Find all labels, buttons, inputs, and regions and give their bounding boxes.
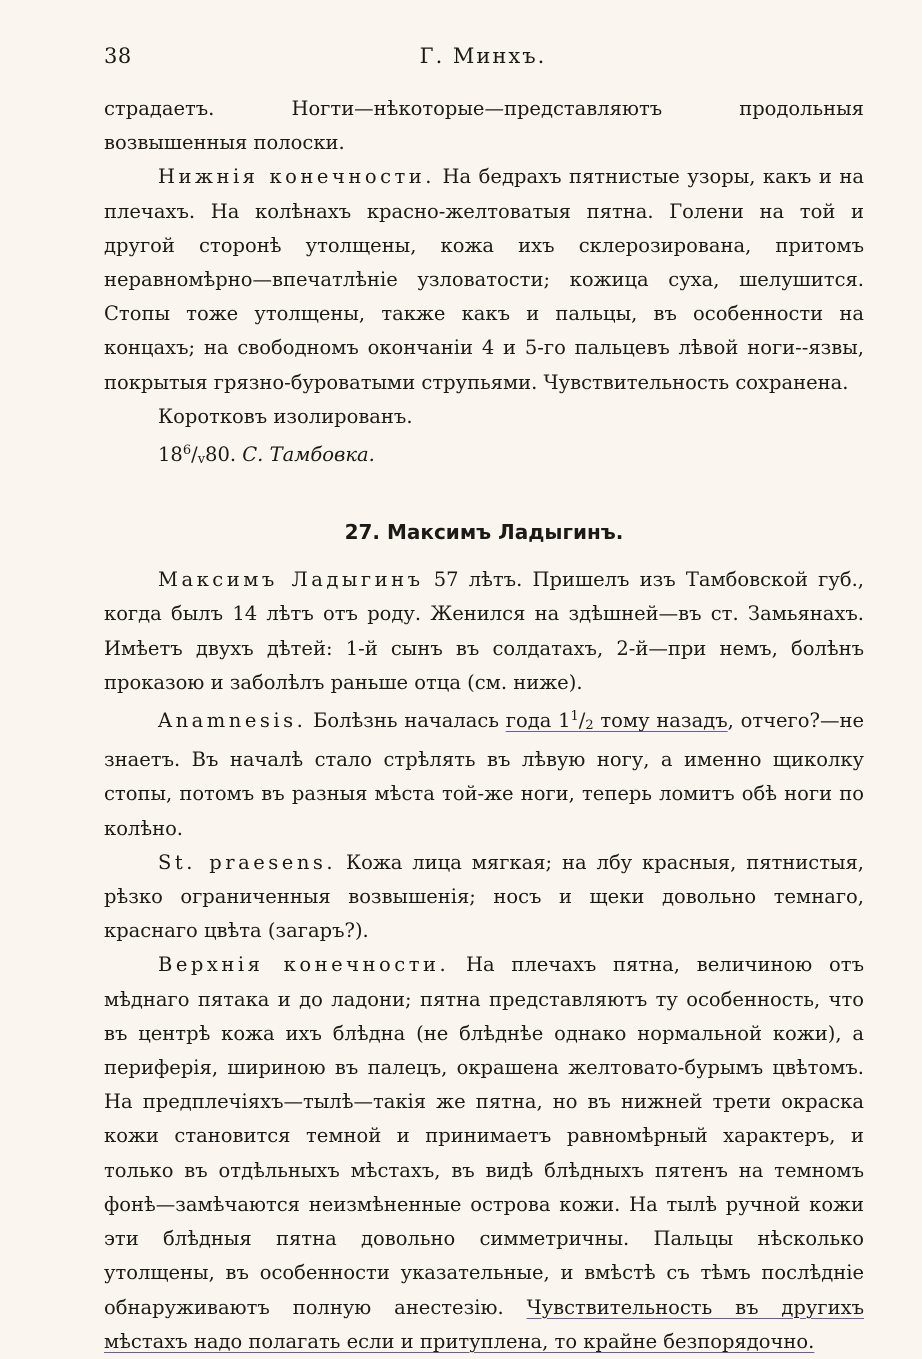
date-day: 18 <box>158 443 183 467</box>
paragraph-text: 57 лѣтъ. Пришелъ изъ Тамбовской губ., когда былъ 14 лѣтъ отъ роду. Женился на здѣшней—въ ст. Замьянахъ. Имѣетъ двухъ дѣтей: 1-й сынъ въ солдатахъ, 2-й—при немъ, болѣнъ проказою и заболѣлъ раньше отца (см. ниже). <box>104 568 864 694</box>
paragraph-text: На бедрахъ пятнистые узоры, какъ и на плечахъ. На колѣнахъ красно-желтоватыя пятна. Голени на той и другой сторонѣ утолщены, кожа ихъ склерозирована, притомъ неравномѣрно—впечатлѣніе узловатости; кожица суха, шелушится. Стопы тоже утолщены, также какъ и пальцы, въ особенности на концахъ; на свободномъ окончаніи 4 и 5-го пальцевъ лѣвой ноги--язвы, покрытыя грязно-буроватыми струпьями. Чувствительность сохранена. <box>104 165 865 394</box>
fraction-denominator: 2 <box>585 718 594 734</box>
date-month-num: 6 <box>182 443 192 459</box>
paragraph-lead: Нижнія конечности. <box>158 165 435 189</box>
page-number: 38 <box>104 44 132 68</box>
pen-underline: года $1^1/2$ тому назадъ <box>505 709 728 734</box>
date-month-roman: v <box>197 452 206 468</box>
body-text <box>104 92 864 1359</box>
paragraph-text: страдаетъ. Ногти—нѣкоторые—представляютъ продольныя возвышенныя полоски. <box>104 97 864 155</box>
paragraph-upper-limbs <box>104 948 864 1358</box>
paragraph-lead: Максимъ Ладыгинъ <box>158 568 424 592</box>
paragraph-text: На плечахъ пятна, величиною отъ мѣднаго пятака и до ладони; пятна представляютъ ту особенность, что въ центрѣ кожа ихъ блѣдна (не блѣднѣе однако нормальной кожи), а периферія, шириною въ палецъ, окрашена желтовато-бурымъ цвѣтомъ. На предплечіяхъ—тылѣ—такія же пятна, но въ нижней трети окраска кожи становится темной и принимаетъ равномѣрный характеръ, и только въ отдѣльныхъ мѣстахъ, въ видѣ блѣдныхъ пятенъ на темномъ фонѣ—замѣчаются неизмѣненные острова кожи. На тылѣ ручной кожи эти блѣдныя пятна довольно симметричны. Пальцы нѣсколько утолщены, въ особенности указательные, и вмѣстѣ съ тѣмъ послѣдніе обнаруживаютъ полную анестезію. <box>104 953 864 1319</box>
paragraph-date-place: $18^6/v80$. С. Тамбовка. <box>158 443 375 468</box>
pen-underline: Чувствительность въ другихъ мѣстахъ надо полагать если и притуплена, то крайне безпорядочно. <box>104 1295 864 1353</box>
running-head: Г. Минхъ. <box>419 44 547 68</box>
fraction-whole: 1 <box>558 709 571 733</box>
fraction-numerator: 1 <box>570 709 579 725</box>
underlined-text: тому назадъ <box>593 709 728 733</box>
paragraph-anamnesis <box>104 700 864 846</box>
paragraph-status-praesens <box>104 846 864 949</box>
underlined-text: года <box>505 709 559 733</box>
paragraph-lead: Anamnesis. <box>158 709 307 733</box>
paragraph-lead: Верхнія конечности. <box>158 953 450 977</box>
paragraph-text: Кожа лица мягкая; на лбу красныя, пятнистыя, рѣзко ограниченныя возвышенія; носъ и щеки довольно темнаго, краснаго цвѣта (загаръ?). <box>104 850 865 943</box>
date-place: С. Тамбовка. <box>242 443 375 467</box>
paragraph-text: Коротковъ изолированъ. <box>158 404 413 428</box>
section-title: 27. Максимъ Ладыгинъ. <box>344 520 624 545</box>
paragraph-text: , отчего?—не знаетъ. Въ началѣ стало стрѣлять въ лѣвую ногу, а именно щиколку стопы, потомъ въ разныя мѣста той-же ноги, теперь ломитъ обѣ ноги по колѣно. <box>104 709 864 840</box>
paragraph-intro <box>104 563 864 700</box>
paragraph-isolated <box>104 400 864 434</box>
paragraph-continuation <box>104 92 864 160</box>
paragraph-text: Болѣзнь началась <box>306 709 506 733</box>
date-year: 80. <box>205 443 237 467</box>
paragraph-lower-limbs <box>104 160 864 399</box>
page-header <box>104 44 862 74</box>
paragraph-lead: St. praesens. <box>158 850 337 874</box>
